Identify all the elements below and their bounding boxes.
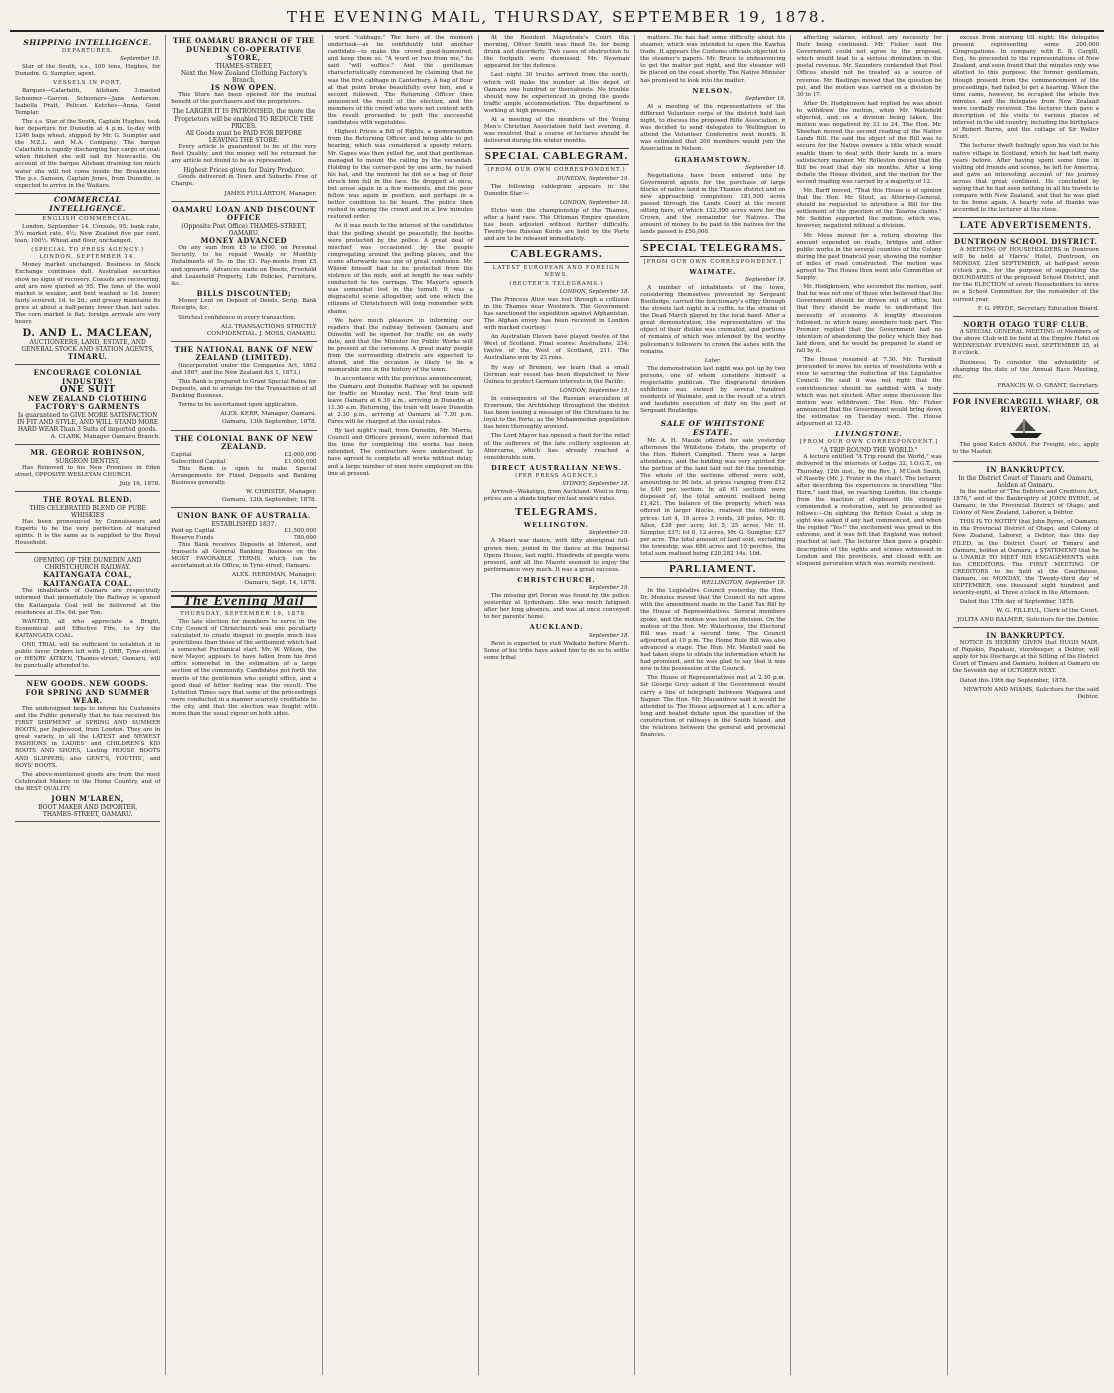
robinson-ad: [15, 447, 160, 492]
branch-sub: THAMES-STREET,: [215, 62, 273, 70]
col6-text-3: Mr. Barff moved, "That this House is of opinion that the Hon. Mr. Stout, as Attorney-General, should be requested to introduce a Bill for the settlement of the question of the Taiaroa claims." Mr. Seddon supported the motion, which was, however, negatived without a division.: [796, 187, 942, 230]
waimate-later: Later.: [704, 357, 721, 364]
bank2-text: NOTICE IS HEREBY GIVEN that HUGH MAIR, of Papakio, Papakaio, storekeeper, a Debtor, will apply for his Discharge at the Sitting of the District Court of Timaru and Oamaru, holden at Oamaru on the Seventh day of OCTOBER NEXT.: [952, 640, 1099, 675]
columns: [10, 35, 1104, 1375]
loan-sign: ALL TRANSACTIONS STRICTLY CONFIDENTIAL. J. MOSS, OAMARU.: [206, 323, 317, 337]
bank2-sign: NEWTON AND MIAMS, Solicitors for the said Debtor.: [963, 686, 1099, 700]
cable-london: LONDON, September 18.: [559, 199, 630, 206]
duntroon-ad: [953, 236, 1099, 316]
nb-text-3: Terms to be ascertained upon application.: [178, 402, 298, 409]
col4-text-1: At the Resident Magistrate's Court this morning, Oliver Smith was fined 5s. for being drunk and disorderly. Two cases of obstruction to the footpath were dismissed. Mr. Newman appeared for the defence.: [483, 35, 630, 70]
branch-delivered: Goods delivered in Town and Suburbs Free of Charge.: [171, 174, 317, 188]
col-capital-value: £2,000,000: [284, 451, 317, 458]
branch-every: Every article is guaranteed to be of the very Best Quality; and the money will be returned for any article not found to be as represented.: [171, 143, 317, 165]
newspaper-page: [10, 6, 1104, 1381]
clothing-ad: [15, 367, 160, 445]
nz-clothing: NEW ZEALAND CLOTHING FACTORY'S GARMENTS: [28, 393, 148, 412]
boots-ad: [15, 678, 160, 821]
parliament-heading: PARLIAMENT.: [640, 561, 785, 578]
column-7: [948, 35, 1104, 1375]
col-capital-label: Capital: [171, 451, 192, 458]
col3-text-4: We have much pleasure in informing our readers that the railway between Oamaru and Dunedin will be opened for traffic on an early date, and that the Minister for Public Works will be present at the ceremony. A great many people from the surrounding districts are expected to attend, and the occasion is likely to be a memorable one in the history of the town.: [327, 317, 473, 374]
col4-text-2: Last night 30 trucks arrived from the north, which will make the number at the depot of Oamaru one hundred or thereabouts. No trouble should now be experienced in giving the goods traffic ample accommodation. The department is working at high pressure.: [483, 72, 630, 114]
mclaren-sub: BOOT MAKER AND IMPORTER,: [38, 803, 138, 811]
col-sub-row: [171, 459, 316, 466]
encourage-title: ENCOURAGE COLONIAL INDUSTRY!: [33, 368, 142, 386]
new-goods: NEW GOODS. NEW GOODS.: [26, 679, 149, 689]
co-op-store-ad: [171, 35, 316, 202]
christchurch-date: September 19.: [588, 585, 630, 591]
direct-sub: (PER PRESS AGENCY.): [515, 472, 598, 479]
col3-text-5: In accordance with the previous announcement, the Oamaru and Dunedin Railway will be opened for traffic on Monday next. The first train will leave Oamaru at 6.30 a.m., arriving in Dunedin at 11.30 a.m. Returning, the train will leave Dunedin at 2.30 p.m., arriving at Oamaru at 7.30 p.m. Fares will be charged at the usual rates.: [327, 376, 473, 425]
leader-text: The late election for members to serve in the City Council of Christchurch was one peculiarly calculated to create disgust in people much less punctilious than those of the settlement which had a somewhat Puritanical start. Mr. W. Wilson, the new Mayor, appears to have fallen from his first office somewhat in the estimation of a large section of the community. Candidates put forth the merits of the gentlemen who sought office, and a good deal of bitter feeling was the result. The Lyttelton Times says that some of the proceedings were conducted in a manner scarcely creditable to the city, and that the election was fought with more than the usual vigour on both sides.: [171, 618, 317, 717]
branch-larger: The LARGER IT IS PATRONISED, the more the Proprietors will be enabled TO REDUCE THE PRICES.: [172, 108, 316, 130]
robinson-date: July 16, 1878.: [119, 481, 161, 488]
cablegrams-dateline-2: LONDON, September 15.: [559, 387, 630, 394]
telegrams-heading: TELEGRAMS.: [514, 506, 599, 519]
col-capital-row: [171, 452, 316, 459]
mclaren-name: JOHN M'LAREN,: [51, 794, 124, 804]
nz-clothing-sign: A. CLARK, Manager Oamaru Branch.: [50, 434, 161, 441]
nb-text-2: This Bank is prepared to Grant Special Rates for Deposits, and to arrange for the Transaction of all Banking Business.: [171, 379, 317, 400]
branch-next: Next the New Zealand Clothing Factory's Branch,: [180, 69, 307, 84]
kaitangata-ad: [15, 555, 160, 676]
special-press: (SPECIAL TO PRESS AGENCY.) LONDON, SEPTEMBER 14.: [31, 247, 145, 261]
bankruptcy-1-ad: [953, 464, 1099, 627]
column-4: [479, 35, 635, 1375]
spring-text: The undersigned begs to inform his Customers and the Public generally that he has received his FIRST SHIPMENT of SPRING AND SUMMER BOOTS, per Inglewood, from London. They are in great variety, in all the LATEST and NEWEST FASHIONS in LADIES' and CHILDREN'S KID BOOTS AND SHOES, Lasting HOUSE BOOTS AND SLIPPERS; also GENT'S, YOUTHS', and BOYS' BOOTS.: [15, 705, 161, 769]
paper-title: The Evening Mail: [171, 595, 316, 608]
ship-icon: [953, 417, 1099, 440]
mclaren-place: THAMES-STREET, OAMARU.: [42, 810, 133, 818]
royal-blend-text: Has been pronounced by Connoisseurs and Experts to be the very perfection of matured spirits. It is the same as is supplied to the Royal Household.: [15, 518, 161, 547]
col4-text-3: At a meeting of the members of the Young Men's Christian Association held last evening, it was resolved that a course of lectures should be delivered during the winter months.: [483, 117, 630, 145]
graham-date: September 18.: [745, 164, 786, 171]
cable-text: Elcho won the championship of the Thames, after a hard race. The Ottoman Empire question has been adjusted without further difficulty. Twenty-two Russian Kurds are held by the Porte and are to be released immediately.: [483, 207, 630, 243]
col6-text-6: The House resumed at 7.30. Mr. Turnbull proceeded to move his series of resolutions with a view to securing the reduction of the Legislative Council. He said it was not right that the constituencies should be saddled with a body which was not elected. After some discussion the motion was withdrawn. The Hon. Mr. Fisher announced that the Government would bring down the estimates on Tuesday next. The House adjourned at 12.45.: [796, 357, 942, 427]
branch-text: This Store has been opened for the mutual benefit of the purchasers and the proprietors.: [171, 92, 317, 106]
branch-title: THE OAMARU BRANCH OF THE DUNEDIN CO-OPERATIVE STORE,: [172, 36, 315, 62]
dunt-sign: F. G. PRYDE, Secretary Education Board.: [977, 305, 1099, 312]
spring-heading: FOR SPRING AND SUMMER WEAR.: [25, 687, 150, 706]
commercial-heading: COMMERCIAL INTELLIGENCE.: [15, 193, 160, 215]
vessels-text: Barques—Calarfaith, Ailsham. 3-masted Schooner—Garron. Schooners—Jane Anderson, Isabella Pratt, Pelican. Ketches—Anna, Good Templar.: [15, 88, 161, 116]
bank1-title: IN BANKRUPTCY.: [986, 465, 1066, 475]
shipping-heading: SHIPPING INTELLIGENCE.: [23, 38, 153, 47]
late-ads-heading: LATE ADVERTISEMENTS.: [953, 217, 1099, 234]
waimate-heading: WAIMATE.: [689, 267, 737, 276]
spring-text-2: The above-mentioned goods are from the most Celebrated Makers in the Home Country, and of the BEST QUALITY.: [15, 771, 161, 792]
wellington-date: September 19.: [588, 530, 630, 537]
one-suit: ONE SUIT: [59, 385, 116, 396]
direct-heading: DIRECT AUSTRALIAN NEWS.: [491, 463, 622, 472]
maclean-place: TIMARU.: [67, 351, 108, 361]
bank1-sign: W. G. FILLEUL, Clerk of the Court.: [996, 608, 1099, 615]
inv-title: FOR INVERCARGILL WHARF, OR RIVERTON.: [952, 396, 1100, 415]
union-bank-ad: [171, 510, 316, 591]
col-sub-value: £1,000,000: [284, 458, 317, 465]
nz-clothing-text: Is guaranteed to GIVE MORE SATISFACTION IN FIT AND STYLE, AND WILL STAND MORE HARD WEAR Than 3 Suits of imported goods.: [17, 411, 159, 434]
wellington-text: A Maori war dance, with fifty aboriginal full-grown men, joined in the dance at the Imperial Opera House, last night. Hundreds of people were present, and all the Maoris seemed to enjoy the performance very much. It was a great success.: [483, 538, 630, 573]
col3-text-1: word "cabbage." The hero of the moment undertook—as he confidently told another candidate—to make the crowd good-humoured, and keep them so. "A word or two from me," he said "will suffice." And the gentleman characteristically commenced by claiming that he was the first cabbage in Canterbury. A bag of flour at that point broke beautifully over him, and a second followed. The Returning Officer then announced the result of the election, and the members of the crowd who were not content with the result proceeded to pelt the successful candidates with vegetables.: [327, 35, 473, 127]
nelson-date: September 19.: [745, 95, 786, 102]
livingstone-sub: [FROM OUR OWN CORRESPONDENT.]: [799, 439, 939, 446]
maclean-sub: AUCTIONEERS, LAND, ESTATE, AND GENERAL STOCK AND STATION AGENTS,: [21, 338, 154, 353]
col6-text-2: After Dr. Hodgkinson had replied he was about to withdraw the motion, when Mr. Wakefield objected, and on a division being taken, the motion was negatived by 33 to 24. The Hon. Mr. Sheehan moved the second reading of the Native Lands Bill. He said the object of the Bill was to secure for the Native owners a title which would enable them to deal with their lands in a more satisfactory manner. Mr. Rolleston moved that the Bill be read that day six months. After a long debate the House divided, and the motion for the second reading was carried by a majority of 12.: [796, 100, 942, 185]
cable-dateline: DUNEDIN, September 19.: [557, 175, 630, 182]
cablegrams-text-2: An Australian Eleven have played twelve of the West of Scotland. Final scores: Australians, 234; twelve of the West of Scotland, 211. The Australians won by 23 runs.: [483, 334, 630, 362]
cablegrams-text-3: By way of Bremen, we learn that a small German war vessel has been dispatched to New Guinea to protect German interests in the Pacific.: [483, 364, 630, 385]
nb-text: (Incorporated under the Companies Act, 1862 and 1867, and the New Zealand Act 1, 1873.): [171, 362, 317, 376]
col7-text-1: excess from morning till night; the delegates present representing some 200,000 Congregations. In company with E. B. Cargill, Esq., he proceeded to the representations of New Zealand, and soon found that the minutes only was allotted to this purpose; the former gentleman, though present from the commencement of the proceedings, had failed to get a hearing. When the time came, however, he occupied the whole five minutes, and the delegates from New Zealand were cordially received. The lecturer then gave a description of his visits to various places of interest in the old country, including the birthplace of Robert Burns, and the cottage of Sir Walter Scott.: [952, 35, 1099, 141]
kaitangata-text: The inhabitants of Oamaru are respectfully informed that immediately the Railway is opened the Kaitangata Coal will be delivered at the residences at 35s. 6d. per Ton.: [15, 588, 161, 616]
loan-money: MONEY ADVANCED: [200, 235, 288, 245]
branch-dairy: Highest Prices given for Dairy Produce.: [183, 167, 305, 175]
union-text: This Bank receives Deposits at Interest, and transacts all General Banking Business on the MOST FAVORABLE TERMS, which can be ascertained at its Office, in Tyne-street, Oamaru.: [171, 542, 317, 570]
cable-intro: The following cablegram appears in the Dunedin Star:—: [483, 183, 630, 197]
union-res-label: Reserve Funds: [171, 534, 214, 541]
bank1-notice: THIS IS TO NOTIFY that John Byrne, of Oamaru, in the Provincial District of Otago, and Colony of New Zealand, Laborer, a Debtor, has this day FILED, in the District Court of Timaru and Oamaru, holden at Oamaru, a STATEMENT that he is UNABLE TO MEET HIS ENGAGEMENTS with his CREDITORS. The FIRST MEETING OF CREDITORS to be held at the Courthouse, Oamaru, on MONDAY, the Twenty-third day of SEPTEMBER, one thousand eight hundred and seventy-eight, at Three o'clock in the Afternoon.: [952, 519, 1099, 597]
union-res-value: 780,000: [293, 534, 317, 541]
loan-strict: Strictest confidence in every transaction.: [178, 314, 296, 321]
masthead: THE EVENING MAIL, THURSDAY, SEPTEMBER 19, 1878.: [10, 6, 1104, 32]
cablegrams-sub: LATEST EUROPEAN AND FOREIGN NEWS.: [492, 265, 621, 279]
column-2: [166, 35, 322, 1375]
union-sign: ALEX. HERDMAN, Manager.: [231, 572, 317, 579]
wanted-text: WANTED, all who appreciate a Bright, Economical and Effective Fire, to try the KAITANGATA COAL.: [15, 618, 161, 639]
cablegrams-heading: CABLEGRAMS.: [484, 246, 629, 263]
colonial-bank-ad: [171, 433, 316, 509]
christchurch-heading: CHRISTCHURCH.: [517, 575, 596, 584]
waimate-date: September 19.: [745, 276, 786, 283]
bank2-title: IN BANKRUPTCY.: [986, 630, 1066, 640]
dunt-text: A MEETING OF HOUSEHOLDERS in Duntroon will be held at Harris' Hotel, Duntroon, on MONDAY, 23rd SEPTEMBER, at half-past seven o'clock p.m., for the purpose of suggesting the BOUNDARIES of the proposed School District, and for the ELECTION of seven Householders to serve as a School Committee for the remainder of the current year.: [952, 246, 1099, 303]
robinson-title: MR. GEORGE ROBINSON,: [30, 448, 145, 458]
bank2-date: Dated this 19th day September, 1878.: [959, 677, 1068, 684]
kaitangata-title: KAITANGATA COAL, KAITANGATA COAL.: [43, 570, 133, 588]
nb-date: Oamaru, 13th September, 1878.: [222, 419, 317, 426]
union-title: UNION BANK OF AUSTRALIA.: [176, 511, 311, 521]
parliament-text: In the Legislative Council yesterday the Hon. Dr. Menzies moved that the Council do not agree with the amendment made in the Land Tax Bill by the House of Representatives. Several members spoke, and the motion was lost on division. On the motion of the Hon. Mr. Waterhouse, the Electoral Bill was read a second time. The Council adjourned at 10 p.m. The Home Rule Bill was also advanced a stage. The Hon. Mr. Mantell said he had taken steps to obtain the information which he had promised, and he was glad to say that it was now in the possession of the Council.: [640, 588, 786, 673]
special-cablegram-heading: SPECIAL CABLEGRAM.: [484, 148, 629, 165]
departures-date: September 19.: [119, 56, 161, 63]
parliament-text-2: The House of Representatives met at 2.30 p.m. Sir George Grey asked if the Government would carry a line of telegraph between Waipawa and Napier. The Hon. Mr. Macandrew said it would be attended to. The House adjourned at 1 a.m. after a long and heated debate upon the question of the construction of railways in the South Island, and the relations between the general and provincial finances.: [640, 675, 786, 739]
dunt-title: DUNTROON SCHOOL DISTRICT.: [954, 237, 1098, 247]
nb-sign: ALEX. KERR, Manager, Oamaru.: [220, 411, 317, 418]
direct-text: Arrived—Wakatipu, from Auckland. Wool is firm; prices are a shade higher on last week's rates.: [483, 489, 630, 503]
parliament-dateline: WELLINGTON, September 19.: [701, 580, 786, 587]
inv-text: The good Ketch ANNA. For Freight, etc., apply to the Master.: [952, 442, 1099, 456]
union-paid-label: Paid-up Capital: [171, 527, 215, 534]
col3-text-6: By last night's mail, from Dunedin, Mr. Morris, Council and Officers present, were informed that the time for completing the works has been extended. The contractors were understood to have agreed to complete all works without delay, and a large number of men were employed on the line at present.: [327, 428, 473, 477]
special-text: Money market unchanged. Business in Stock Exchange continues dull. Australian securities show no signs of recovery. Consols are recovering, and are now quoted at 95. The tone of the wool market is weaker, and best washed is 1d. lower; fairly scoured, 1d. to 2d.; and greasy maintains its price at about a half-penny lower than last sales. The corn market is flat; foreign arrivals are very heavy.: [15, 262, 161, 326]
graham-text: Negotiations have been entered into by Government agents for the purchase of large blocks of native land in the Thames district and on new approaching completion. 181,500 acres passed through the Lands Court at the recent sitting here, of which 132,390 acres were for the Crown, and the remainder for Natives. The amount of money to be paid to the natives for the lands passed is £50,000.: [640, 172, 786, 236]
col-title: THE COLONIAL BANK OF NEW ZEALAND.: [174, 433, 314, 452]
english-text: London, September 14. Consols, 95; bank rate, 5½ market rate, 4½; New Zealand five per cent. loan, 100½. Wheat and flour, unchanged.: [15, 223, 161, 245]
column-3: [323, 35, 479, 1375]
column-1: [10, 35, 166, 1375]
one-trial-text: ONE TRIAL will be sufficient to establish it in public favor. Orders left with J. ORR, Tyne-street; or HENRY AITKEN, Thames-street, Oamaru, will be punctually attended to.: [15, 642, 161, 670]
col3-text-3: As it was much to the interest of the candidates that the polling should go peacefully, the booths were protected by the police. A great deal of mischief was occasioned by the people congregating around the polling places, and the scene afterwards was one of great confusion. Mr. Wilson himself had to be protected from the violence of the mob, and at length he was safely conducted to his carriage. The Mayor's speech was somewhat lost in the tumult. It was a disgraceful scene altogether, and one which the citizens of Christchurch will long remember with shame.: [327, 223, 473, 315]
col-date: Oamaru, 12th September, 1878.: [222, 497, 317, 504]
english-heading: ENGLISH COMMERCIAL.: [42, 215, 134, 222]
loan-bills: BILLS DISCOUNTED;: [196, 288, 292, 298]
cablegrams-text-4: In consequence of the Russian evacuation of Erzeroum, the Archbishop throughout the district has been issuing a message of the Christians to be loyal to the Porte, as the Mohammedan population has been thoroughly aroused.: [483, 395, 630, 431]
bank1-sol: JOLITA AND BALMER, Solicitors for the Debtor.: [957, 616, 1099, 623]
shipping-body: The s.s. Star of the South, Captain Hughes, took her departure for Dunedin at 4 p.m. to-day with 1246 bags wheat, shipped by Mr. G. Sumpter and the N.Z.L. and M.A. Company. The barque Calarfaith is rapidly discharging her cargo of coal; when finished she will sail for Newcastle. On account of the barque Ailsham draining too much water she will not come inside the Breakwater. The p.s. Samson, Captain Jones, from Dunedin, is expected to arrive in the Waitaro.: [15, 118, 161, 189]
loan-deposits: Money Lent on Deposit of Deeds, Scrip, Bank Receipts, &c.: [171, 298, 317, 312]
invercargill-ad: [953, 396, 1099, 462]
loan-sub: (Opposite Post Office) THAMES-STREET, OAMARU.: [181, 222, 307, 237]
royal-blend-title: THE ROYAL BLEND.: [43, 495, 133, 505]
union-est: ESTABLISHED 1837.: [211, 520, 277, 528]
cablegrams-sub-2: (REUTER'S TELEGRAMS.): [509, 280, 604, 287]
cable-sub: (FROM OUR OWN CORRESPONDENT.): [487, 167, 626, 174]
branch-sign: JAMES FULLARTON, Manager.: [224, 190, 317, 197]
column-6: [791, 35, 947, 1375]
turf-sign: FRANCIS W. O. GRANT, Secretary.: [997, 382, 1099, 389]
opening-title: OPENING OF THE DUNEDIN AND CHRISTCHURCH RAILWAY.: [33, 557, 142, 572]
bank1-text: In the matter of "The Debtors and Creditors Act, 1876," and of the Bankruptcy of JOHN BYRNE, of Oamaru, in the Provincial District of Otago, and Colony of New Zealand, Laborer, a Debtor.: [952, 488, 1099, 517]
col7-text-2: The lecturer dwelt feelingly upon his visit to his native village in Scotland, which he had left many years before. After having spent some time in visiting old friends and scenes, he left for America, and gave an interesting account of his journey across that great continent. He concluded by saying that he had seen nothing in all his travels to compare with New Zealand, and that he was glad to be home again. A hearty vote of thanks was accorded to the lecturer at the close.: [952, 143, 1099, 214]
auckland-text: Rewi is expected to visit Waikato before March. Some of his tribe have asked him to do so to settle some tribal: [483, 640, 630, 661]
col6-text-1: affecting salaries, without any necessity for their being continued. Mr. Fisher said the Government could not agree to the proposal, which would lead to a serious diminution in the postal revenue. Mr. Saunders contended that Post Offices should not be treated as a source of revenue. Mr. Bastings moved that the question be put, and the motion was carried on a division by 30 to 17.: [796, 35, 942, 98]
special-sub: [FROM OUR OWN CORRESPONDENT.]: [643, 258, 782, 265]
turf-club-ad: [953, 319, 1099, 394]
bankruptcy-2-ad: [953, 630, 1099, 704]
livingstone-quote: "A TRIP ROUND THE WORLD.": [820, 447, 918, 455]
branch-open: IS NOW OPEN.: [210, 82, 277, 92]
departures-heading: DEPARTURES.: [61, 48, 114, 54]
col3-text-2: Highest Prices a Bill of Rights, a memorandum from the Returning Officer, and being able to get hearing, which was considered a speedy return. Mr. Gapes was then yelled for, and that gentleman managed to mount the railing by the verandah. Holding to the corner-post by one arm, he raised his hat, and the moment he did so a bag of flour struck him full in the face. He dropped at once, but arose again in a few moments, and the poor fellow was again in position, and perhaps in a better condition to be heard. The police then rushed in among the crowd and in a few minutes restored order.: [327, 129, 473, 221]
col-sign: W. CHRISTIE, Manager.: [246, 489, 317, 496]
loan-title: OAMARU LOAN AND DISCOUNT OFFICE: [172, 204, 316, 223]
graham-heading: GRAHAMSTOWN.: [674, 155, 752, 164]
union-paid-value: £1,500,000: [284, 527, 317, 534]
direct-dateline: SYDNEY, September 18.: [562, 480, 630, 487]
whitstone-text: Mr. A. H. Maude offered for sale yesterday afternoon the Whitstone Estate, the property of the Hon. Robert Campbell. There was a large attendance, and the bidding was very spirited for the portion of the land laid out for the township. The whole of the sections offered were sold, amounting to 90 lots, at prices ranging from £12 to £40 per section. In all 61 sections were disposed of, the total amount realised being £1,421. The balance of the property, which was offered in larger blocks, realised the following prices: Lot 4, 19 acres 3 roods, 28 poles, Mr. H. Allen, £28 per acre; lot 5, 25 acres, Mr. H. Sumpter, £17; lot 6, 12 acres, Mr. G. Sumpter, £27 per acre. The total amount of land sold, excluding the township, was 686 acres and 10 perches, the total sum realised being £20,282 14s. 10d.: [640, 437, 786, 557]
col6-text-4: Mr. Moss moved for a return showing the amount expended on roads, bridges and other public works in the several counties of the Colony during the past financial year, showing the number of miles of road constructed. The motion was agreed to. The House then went into Committee of Supply.: [796, 232, 942, 282]
union-paid-row: [171, 528, 316, 535]
turf-business: Business: To consider the advisability of changing the date of the Annual Race Meeting, etc.: [952, 359, 1099, 380]
nb-title: THE NATIONAL BANK OF NEW ZEALAND (LIMITED).: [174, 344, 314, 363]
maclean-ad: [15, 328, 160, 365]
nelson-text: At a meeting of the representatives of the different Volunteer corps of the district held last night, to discuss the proposed Rifle Association, it was decided to send delegates to Wellington to attend the Volunteer Conference next month. It was estimated that 200 members would join the Association in Nelson.: [640, 103, 786, 153]
vessels-heading: VESSELS IN PORT.: [53, 80, 123, 87]
waimate-text: A number of inhabitants of the town, considering themselves prevented by Sergeant Routledge, carried the functionary's effigy through the streets last night in a coffin, to the strains of the Dead March played by the local band. After a great demonstration, the representation of the object of their dislike was cremated, and portions of remains of which was intended by the worthy policeman's followers to crown the ashes with the remains.: [640, 284, 786, 355]
cablegrams-dateline: LONDON, September 18.: [559, 288, 630, 295]
bank1-date: Dated this 17th day of September, 1878.: [959, 599, 1075, 606]
maclean-title: D. AND L. MACLEAN,: [22, 328, 153, 340]
turf-text: A SPECIAL GENERAL MEETING of Members of the above Club will be held at the Empire Hotel on WEDNESDAY EVENING next, SEPTEMBER 25, at 8 o'clock.: [952, 329, 1099, 357]
union-res-row: [171, 535, 316, 542]
robinson-sub: SURGEON DENTIST,: [55, 457, 121, 465]
column-5: [635, 35, 791, 1375]
cablegrams-text-5: The Lord Mayor has opened a fund for the relief of the sufferers of the late colliery explosion at Abercarne, which has already reached a considerable sum.: [483, 433, 630, 461]
branch-goods: All Goods must be PAID FOR BEFORE LEAVING THE STORE.: [185, 129, 303, 144]
auckland-date: September 18.: [588, 632, 630, 639]
waimate-text-2: The demonstration last night was got up by two persons, one of whom considers himself a respectable publican. The disgraceful drunken exhibition was viewed by several hundred residents of Waimate, and is the result of a strict and laudable execution of duty on the part of Sergeant Routledge.: [640, 365, 786, 415]
auckland-heading: AUCKLAND.: [529, 623, 584, 632]
col-text: This Bank is open to make Special Arrangements for Fixed Deposits and Banking Business generally.: [171, 465, 317, 486]
col6-text-5: Mr. Hodgkinson, who seconded the motion, said that he was not one of those who believed that the Government should be driven out of office, but that they should be made to understand the necessity of economy. A lengthy discussion followed, in which many members took part. The Premier replied that the Government had no intention of abandoning the policy which they had laid down, and he would be prepared to stand or fall by it.: [796, 284, 942, 355]
royal-blend-ad: [15, 494, 160, 553]
paper-date: THURSDAY, SEPTEMBER 19, 1878.: [180, 610, 308, 617]
wellington-heading: WELLINGTON.: [523, 521, 590, 530]
col5-text-1: matters. He has had some difficulty about his steamer, which was intended to open the Kawhia trade. It appears the Customs officials objected to the steamer's papers. Mr. Bruce is endeavouring to get the matter put right, and the steamer will be placed on the coast shortly. The Native Minister has promised to look into the matter.: [640, 35, 786, 84]
national-bank-ad: [171, 344, 316, 431]
robinson-text: Has Removed to his New Premises in Eden street, OPPOSITE WESLEYAN CHURCH.: [15, 464, 161, 478]
livingstone-text: A lecture entitled "A Trip round the World," was delivered in the interests of Lodge 32, I.O.G.T., on Thursday, 12th inst., by the Rev. J. M'Cosh Smith, of Naseby (Mr. J. Frater in the chair). The lecturer, after describing his experiences in travelling "the Horn," said that, on reaching London, the change from the inaction of shipboard life strongly commended a restoration, and he proceeded as follows:—On sighting the British Coast a ship in sight was asked if any had commenced, and when the replied "Yes!" the excitement was great in the extreme, and it was felt that England was indeed reached at last. The lecturer then gave a graphic description of the sights and scenes witnessed in London and the provinces, and closed with an eloquent peroration which was warmly received.: [796, 454, 942, 567]
special-telegrams-heading: SPECIAL TELEGRAMS.: [640, 240, 785, 257]
loan-text: On any sum from £5 to £500, on Personal Security, to be repaid Weekly or Monthly Instalments of 5s. in the £1. Pay-ments from £5 and upwards. Advances made on Deeds, Freehold and Leasehold Property, Life Policies, Furniture, &c.: [171, 245, 317, 287]
departures-text: Star of the South, s.s., 100 tons, Hughes, for Dunedin. G. Sumpter, agent.: [15, 64, 161, 78]
turf-title: NORTH OTAGO TURF CLUB.: [963, 319, 1089, 329]
loan-ad: [171, 204, 316, 342]
nelson-heading: NELSON.: [692, 86, 734, 95]
col-sub-label: Subscribed Capital: [171, 458, 226, 465]
livingstone-heading: LIVINGSTONE.: [835, 430, 903, 439]
bank1-court: In the District Court of Timaru and Oamaru, holden at Oamaru.: [958, 474, 1094, 489]
whitstone-heading: SALE OF WHITSTONE ESTATE.: [660, 418, 765, 437]
christchurch-text: The missing girl Doran was found by the police yesterday at Sydenham. She was much fatigued after her long absence, and was at once conveyed to her parents' home.: [483, 593, 630, 621]
union-date: Oamaru, Sept. 14, 1878.: [244, 580, 317, 587]
royal-blend-sub: THIS CELEBRATED BLEND OF PURE WHISKIES: [29, 504, 146, 519]
cablegrams-text: The Princess Alice was lost through a collision in the Thames near Woolwich. The Government has sanctioned the expedition against Afghanistan. The Afghan envoy has been received in London with marked courtesy.: [483, 296, 630, 332]
